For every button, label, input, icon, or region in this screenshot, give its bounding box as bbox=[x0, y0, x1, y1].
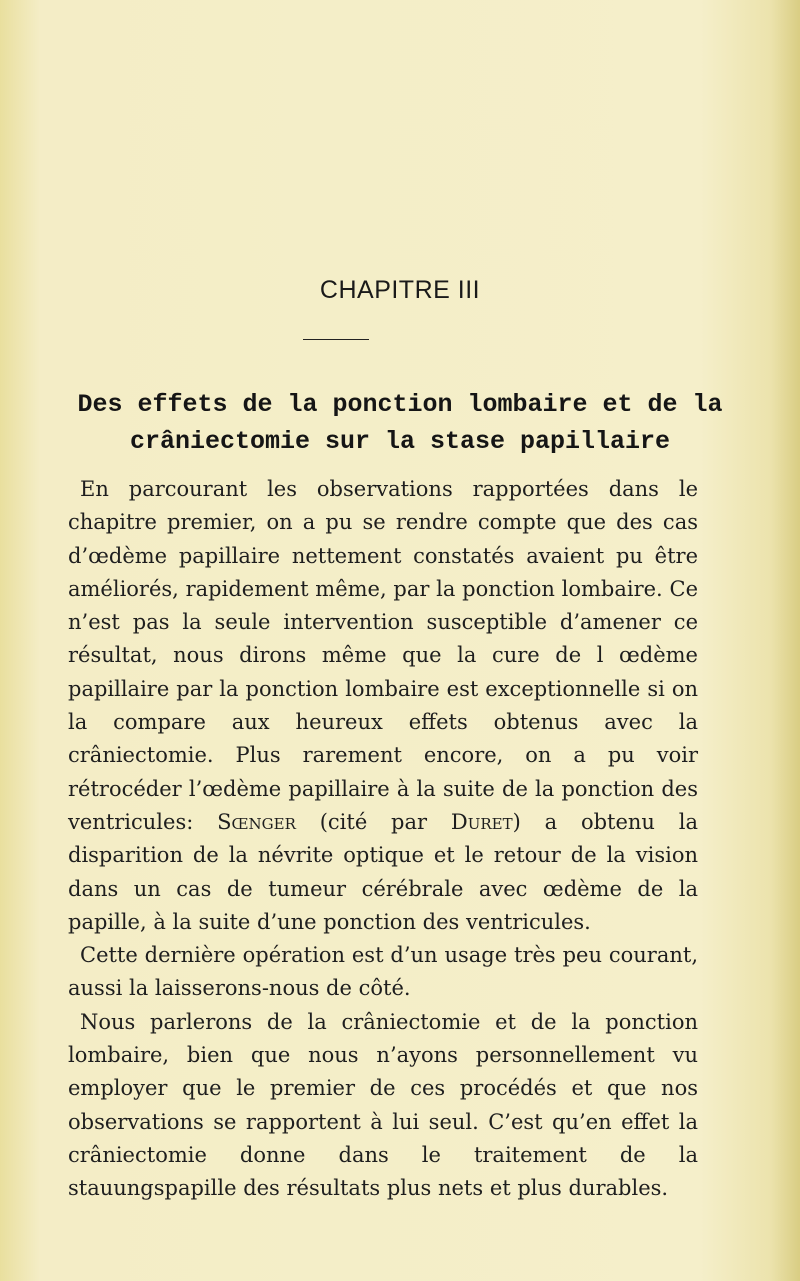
paragraph-1 bbox=[68, 473, 698, 939]
body-text bbox=[68, 473, 698, 1206]
paragraph-2: Cette dernière opération est d’un usage très peu courant, aussi la laisserons-nous de côté. bbox=[68, 943, 698, 1001]
paragraph-1-text-c: ) a obtenu la disparition de la névrite optique et le retour de la vision dans un cas de tumeur cérébrale avec œdème de la papille, à la suite d’une ponction des ventricules. bbox=[68, 809, 698, 934]
author-name-soenger: Sœnger bbox=[217, 809, 296, 834]
paragraph-1-text-a: En parcourant les observations rapportées dans le chapitre premier, on a pu se rendre compte que des cas d’œdème papillaire nettement constatés avaient pu être améliorés, rapidement même, par la ponction lombaire. Ce n’est pas la seule intervention susceptible d’amener ce résultat, nous dirons même que la cure de l œdème papillaire par la ponction lombaire est exceptionnelle si on la compare aux heureux effets obtenus avec la crâniectomie. Plus rarement encore, on a pu voir rétrocéder l’œdème papillaire à la suite de la ponction des ventricules: bbox=[68, 477, 698, 834]
section-title bbox=[0, 386, 800, 460]
author-name-duret: Duret bbox=[450, 809, 513, 834]
section-title-line-2: crâniectomie sur la stase papillaire bbox=[129, 427, 671, 456]
chapter-heading: CHAPITRE III bbox=[319, 276, 481, 304]
heading-divider bbox=[303, 339, 369, 340]
paragraph-1-text-b: (cité par bbox=[295, 809, 451, 834]
section-title-line-1: Des effets de la ponction lombaire et de la bbox=[77, 390, 723, 419]
paragraph-3: Nous parlerons de la crâniectomie et de la ponction lombaire, bien que nous n’ayons personnellement vu employer que le premier de ces procédés et que nos observations se rapportent à lui seul. C’est qu’en effet la crâniectomie donne dans le traitement de la stauungspapille des résultats plus nets et plus durables. bbox=[68, 1009, 698, 1201]
